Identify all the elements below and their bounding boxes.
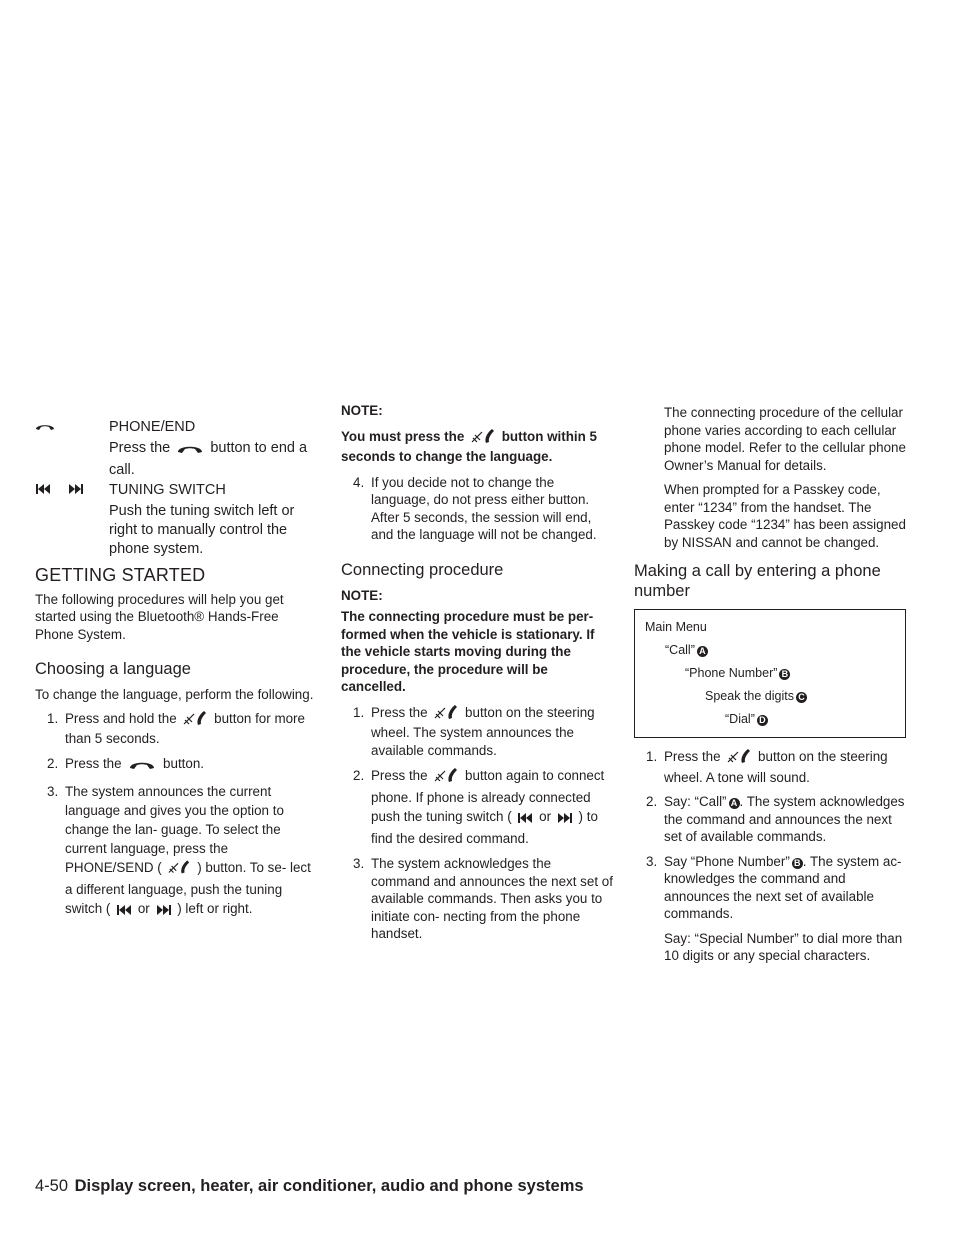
- step-text: Press the: [371, 704, 428, 720]
- step-number: 3.: [353, 856, 365, 871]
- menu-line: [645, 662, 895, 685]
- language-step-4: [341, 474, 613, 544]
- step-text: button on the steering wheel. The system announces the available commands.: [371, 704, 595, 758]
- step-text: Press and hold the: [65, 710, 177, 726]
- phone-end-title: PHONE/END: [109, 419, 196, 435]
- phone-end-definition: [35, 418, 317, 480]
- phone-end-desc-a: Press the: [109, 440, 171, 456]
- callout-marker: B: [792, 858, 803, 869]
- handset-end-icon: [35, 419, 55, 437]
- connecting-heading: Connecting procedure: [341, 560, 504, 579]
- page-footer: [35, 1177, 584, 1196]
- step-number: 2.: [646, 794, 658, 809]
- column-middle: [341, 402, 613, 950]
- list-item: [634, 853, 906, 923]
- step-number: 4.: [353, 474, 365, 490]
- step-text: or: [137, 901, 150, 916]
- step-text: Press the: [371, 768, 428, 783]
- step-text: Say: “Call”: [664, 794, 727, 809]
- skip-forward-icon: [557, 810, 573, 829]
- menu-line: [645, 685, 895, 708]
- chapter-title: Display screen, heater, air conditioner, audio and phone systems: [74, 1177, 584, 1195]
- list-item: [35, 755, 317, 776]
- list-item: [341, 855, 613, 943]
- callout-marker: C: [796, 692, 807, 703]
- step-number: 2.: [353, 768, 365, 783]
- menu-text: Speak the digits: [705, 689, 794, 703]
- handset-end-icon: [127, 758, 157, 776]
- step-number: 3.: [646, 853, 658, 869]
- note-text: button within 5 seconds to change the language.: [341, 428, 597, 464]
- callout-marker: B: [779, 669, 790, 680]
- talk-icon: [433, 704, 459, 725]
- step-number: 1.: [47, 710, 59, 726]
- talk-icon: [433, 767, 459, 788]
- step-text: ) button. To se- lect a different language, push the tuning switch (: [65, 860, 311, 916]
- step-text: . The system acknowledges the command and announces the next set of available commands.: [664, 794, 905, 844]
- step-text: button.: [163, 755, 204, 771]
- skip-back-icon: [517, 810, 533, 829]
- list-item: [341, 474, 613, 544]
- step-text: ) left or right.: [177, 901, 253, 916]
- choosing-language-heading: Choosing a language: [35, 660, 191, 678]
- talk-icon: [182, 710, 208, 731]
- menu-text: “Call”: [665, 643, 695, 657]
- step-text: The system announces the current language and gives you the option to change the lan- guage. To select the current language, press the PHONE/SEND (: [65, 784, 284, 875]
- step-text: The system acknowledges the command and announces the next set of available commands. Then asks you to initiate con- necting from the phone handset.: [371, 856, 613, 941]
- step-text: ) to find the desired command.: [371, 809, 598, 846]
- list-item: [35, 710, 317, 748]
- getting-started-heading: GETTING STARTED: [35, 565, 206, 585]
- step-number: 1.: [353, 704, 365, 720]
- step-text: button on the steering wheel. A tone will sound.: [664, 749, 888, 785]
- making-call-heading: Making a call by entering a phone number: [634, 562, 881, 600]
- connecting-para-2: When prompted for a Passkey code, enter “1234” from the handset. The Passkey code “1234” has been assigned by NISSAN and cannot be changed.: [664, 482, 906, 550]
- menu-text: “Phone Number”: [685, 666, 778, 680]
- handset-end-icon: [176, 442, 204, 461]
- voice-menu-box: [634, 609, 906, 738]
- menu-line: [645, 639, 895, 662]
- menu-line: [645, 616, 895, 639]
- connecting-para-1: The connecting procedure of the cellular phone varies according to each cellular phone model. Refer to the cellular phone Owner’s Manual for details.: [664, 405, 906, 473]
- choosing-language-intro: To change the language, perform the following.: [35, 687, 314, 702]
- list-item: [634, 793, 906, 846]
- menu-line: [645, 708, 895, 731]
- list-item: [35, 782, 317, 921]
- column-left: [35, 418, 317, 928]
- note-label: NOTE:: [341, 403, 383, 418]
- choosing-language-steps: [35, 710, 317, 922]
- phone-end-desc-b: button to end a call.: [109, 440, 308, 478]
- list-item: [634, 748, 906, 786]
- special-number-note: Say: “Special Number” to dial more than 10 digits or any special characters.: [664, 930, 903, 963]
- menu-text: “Dial”: [725, 712, 755, 726]
- step-text: Press the: [65, 755, 122, 771]
- page-number: 4-50: [35, 1177, 69, 1195]
- note-language: [341, 428, 613, 466]
- step-text: button again to connect phone. If phone is already connected push the tuning switch (: [371, 768, 605, 824]
- skip-back-icon: [116, 902, 132, 921]
- callout-marker: A: [697, 646, 708, 657]
- step-text: Say “Phone Number”: [664, 853, 790, 869]
- step-number: 1.: [646, 749, 658, 764]
- getting-started-intro: The following procedures will help you get started using the Bluetooth® Hands-Free Phone System.: [35, 591, 284, 642]
- column-right: [634, 404, 906, 972]
- phone-end-desc: [109, 439, 317, 480]
- list-item: [341, 704, 613, 760]
- step-number: 2.: [47, 755, 59, 771]
- tuning-title: TUNING SWITCH: [109, 482, 226, 498]
- step-text: or: [539, 809, 552, 824]
- note-text: You must press the: [341, 428, 465, 444]
- callout-marker: D: [757, 715, 768, 726]
- list-item: [341, 766, 613, 848]
- note-label: NOTE:: [341, 587, 383, 603]
- making-call-steps: [634, 748, 906, 923]
- talk-icon: [726, 748, 752, 769]
- step-text: If you decide not to change the language, do not press either button. After 5 seconds, the session will end, and the language will not be changed.: [371, 474, 597, 542]
- tuning-definition: [35, 481, 317, 559]
- talk-icon: [167, 859, 191, 880]
- skip-forward-icon: [156, 902, 172, 921]
- menu-text: Main Menu: [645, 620, 707, 634]
- step-text: button for more than 5 seconds.: [65, 710, 305, 746]
- tuning-desc: Push the tuning switch left or right to manually control the phone system.: [109, 503, 295, 557]
- skip-back-forward-icon: [35, 482, 85, 500]
- connecting-note: The connecting procedure must be per- formed when the vehicle is stationary. If the vehicle starts moving during the procedure, the procedure will be cancelled.: [341, 609, 595, 694]
- talk-icon: [470, 428, 496, 449]
- step-text: . The system ac- knowledges the command and announces the next set of available commands.: [664, 853, 902, 921]
- callout-marker: A: [729, 798, 740, 809]
- connecting-steps: [341, 704, 613, 943]
- step-text: Press the: [664, 749, 721, 764]
- step-number: 3.: [47, 784, 59, 799]
